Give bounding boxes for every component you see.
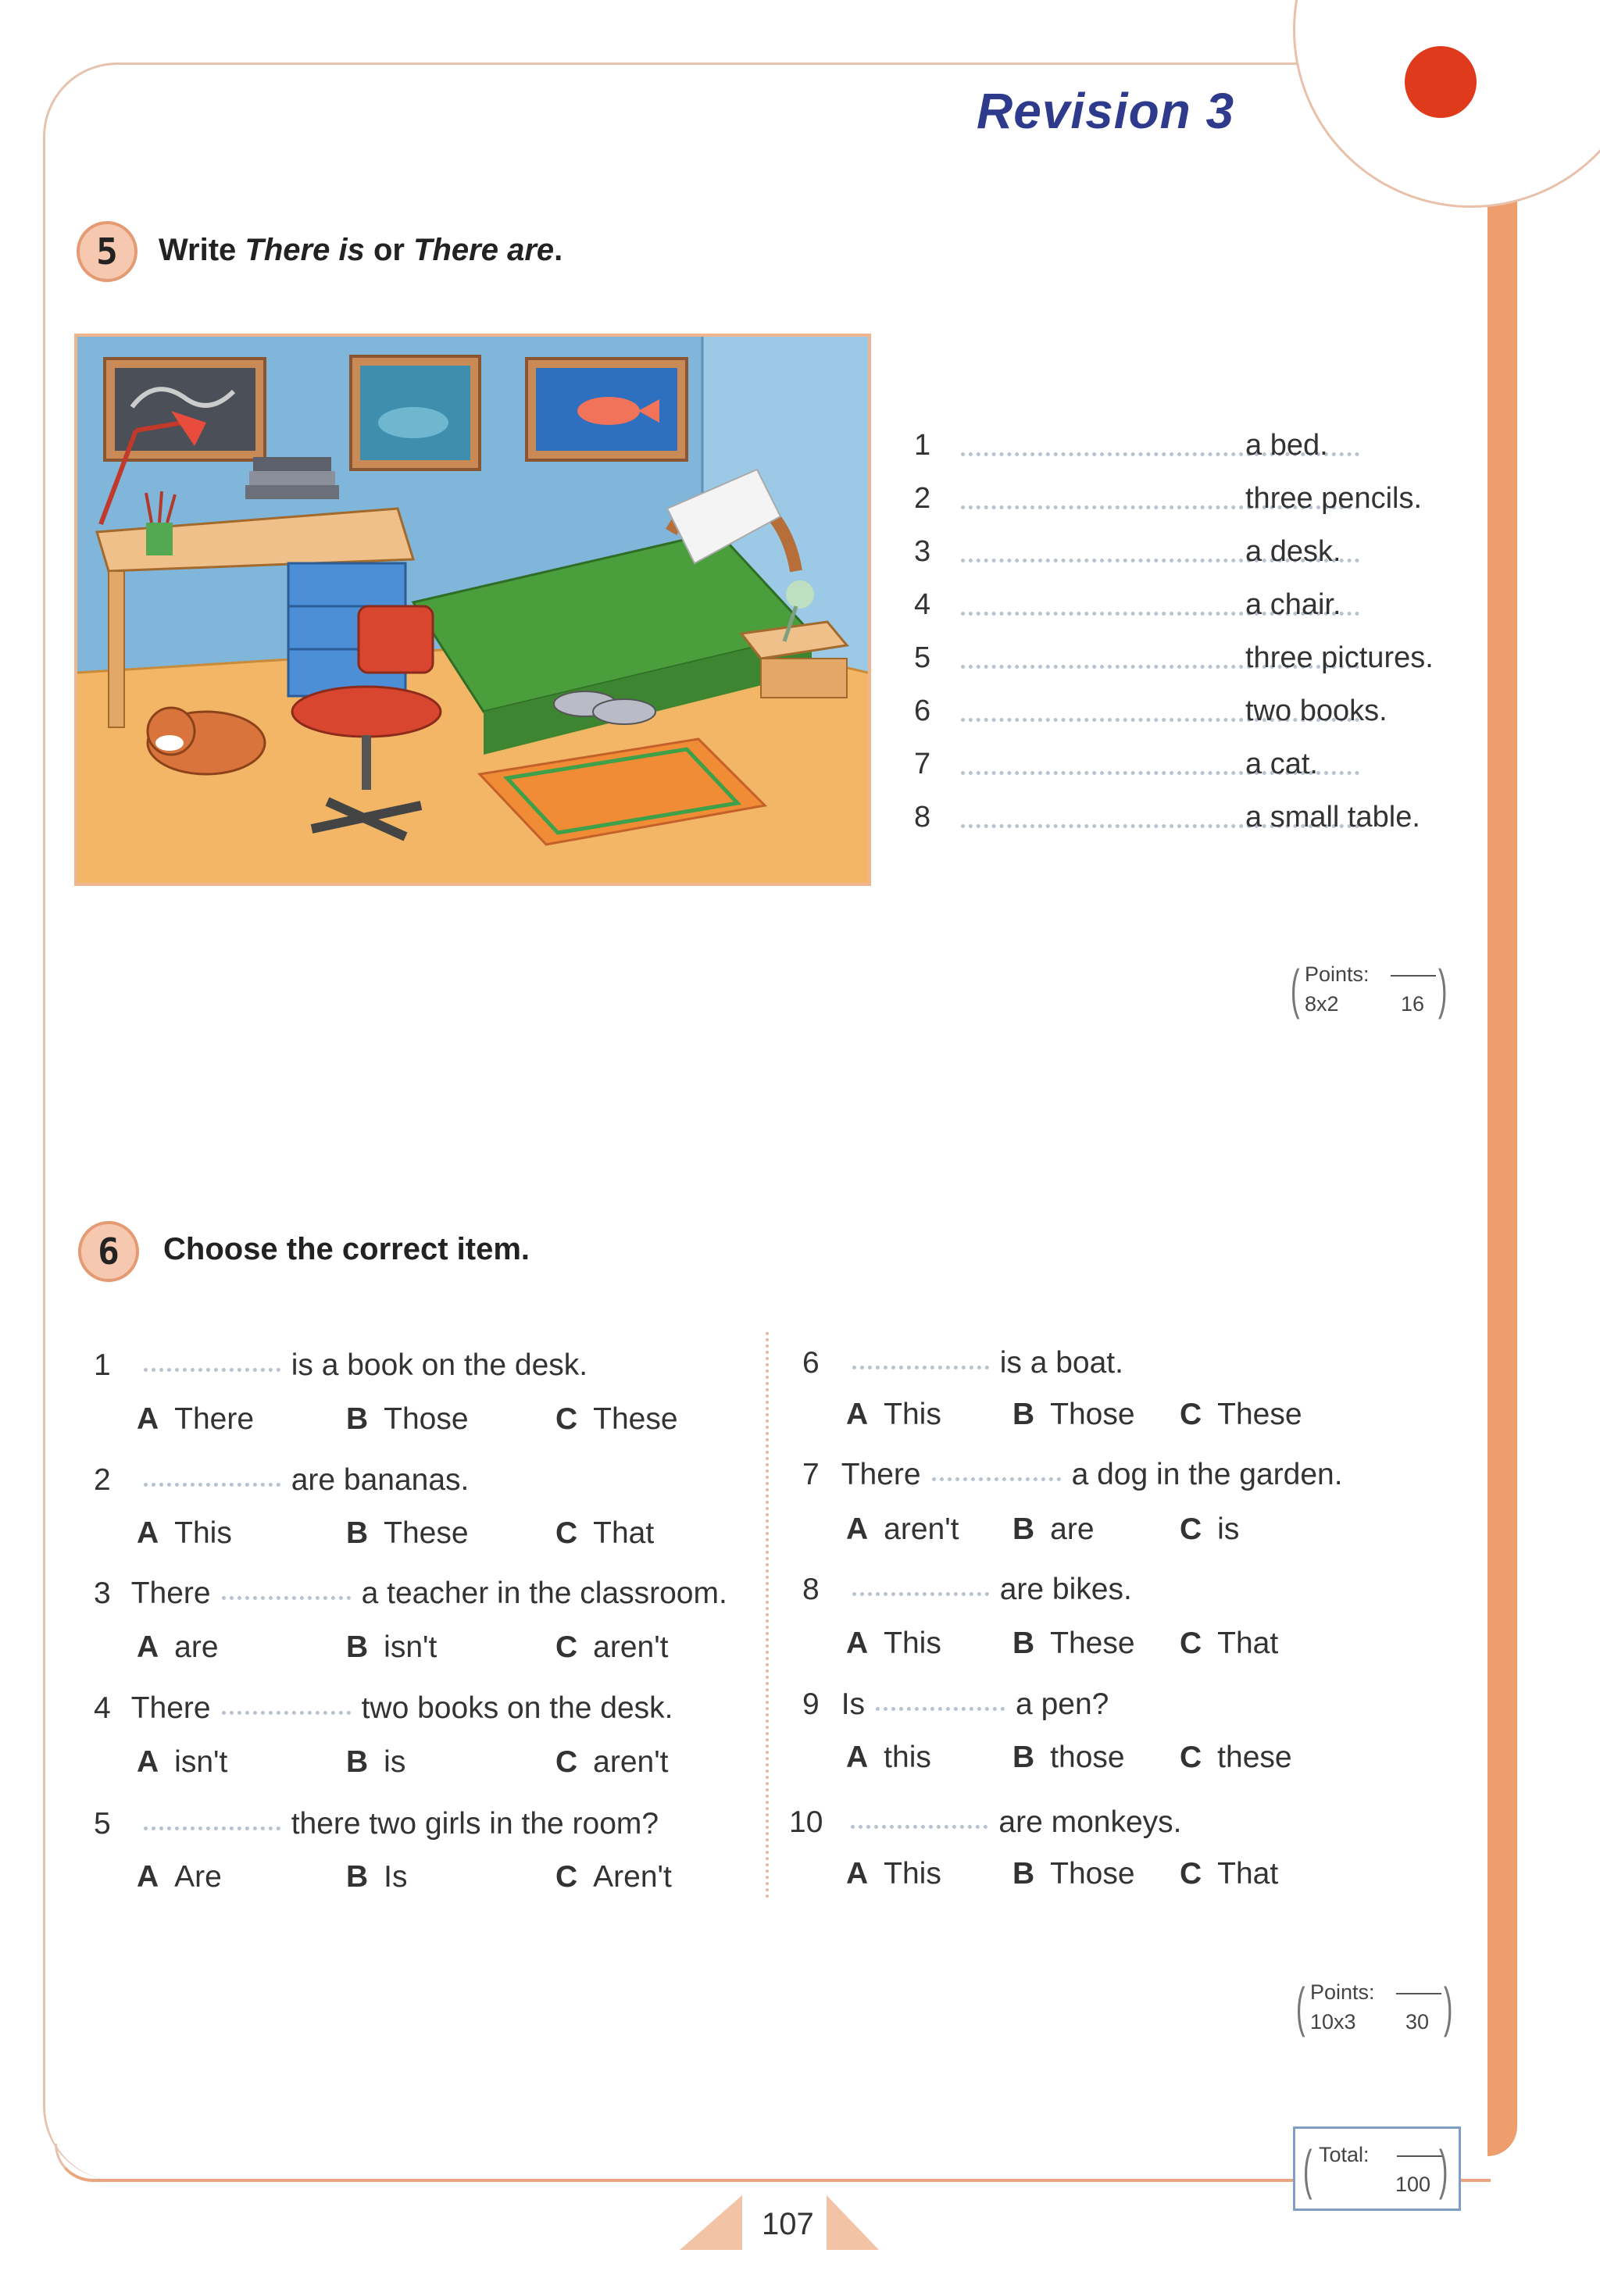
points-total: 16 bbox=[1401, 992, 1425, 1016]
ex5-item-5 bbox=[914, 641, 1461, 680]
item-number: 2 bbox=[914, 482, 931, 515]
option-text: That bbox=[1217, 1626, 1279, 1660]
ex6-q8-option-a[interactable] bbox=[846, 1626, 941, 1661]
ex6-q5-option-b[interactable] bbox=[346, 1860, 408, 1894]
ex5-item-8 bbox=[914, 801, 1461, 840]
question-number: 2 bbox=[94, 1463, 111, 1497]
ex6-q7-option-b[interactable] bbox=[1012, 1512, 1095, 1547]
ex6-q10-option-b[interactable] bbox=[1012, 1857, 1135, 1891]
option-letter: C bbox=[1180, 1512, 1202, 1546]
ex6-q3-option-a[interactable] bbox=[137, 1630, 219, 1665]
ex6-q4-option-b[interactable] bbox=[346, 1745, 405, 1780]
question-number: 4 bbox=[94, 1691, 111, 1725]
answer-blank[interactable] bbox=[852, 1366, 989, 1369]
answer-blank[interactable] bbox=[144, 1826, 280, 1830]
item-number: 3 bbox=[914, 535, 931, 568]
option-letter: B bbox=[346, 1402, 369, 1436]
question-number: 1 bbox=[94, 1348, 111, 1382]
option-letter: B bbox=[1012, 1857, 1035, 1891]
question-text: a dog in the garden. bbox=[1071, 1458, 1343, 1491]
item-text: a small table. bbox=[1245, 801, 1420, 834]
question-before: There bbox=[130, 1691, 211, 1725]
question-text: is a boat. bbox=[999, 1346, 1123, 1380]
answer-blank[interactable] bbox=[144, 1368, 280, 1372]
ex6-question-2 bbox=[94, 1463, 469, 1498]
ex5-points-box bbox=[1289, 959, 1461, 1025]
ex6-q4-option-a[interactable] bbox=[137, 1745, 227, 1780]
page-number: 107 bbox=[762, 2207, 814, 2241]
option-text: is bbox=[384, 1745, 406, 1779]
option-letter: C bbox=[555, 1516, 578, 1550]
option-text: this bbox=[884, 1741, 931, 1774]
question-text: are bananas. bbox=[291, 1463, 470, 1497]
option-letter: C bbox=[555, 1630, 578, 1664]
ex6-q9-option-a[interactable] bbox=[846, 1741, 931, 1775]
instruction-there-is: There is bbox=[245, 233, 365, 267]
ex6-q1-option-c[interactable] bbox=[555, 1402, 678, 1437]
option-letter: C bbox=[1180, 1398, 1202, 1431]
item-text: a desk. bbox=[1245, 535, 1341, 568]
answer-blank[interactable] bbox=[144, 1483, 280, 1487]
ex5-item-7 bbox=[914, 748, 1461, 787]
red-dot-icon bbox=[1405, 46, 1477, 118]
ex6-q7-option-c[interactable] bbox=[1180, 1512, 1239, 1547]
ex6-q9-option-c[interactable] bbox=[1180, 1741, 1292, 1775]
option-text: those bbox=[1050, 1741, 1125, 1774]
option-letter: B bbox=[346, 1630, 369, 1664]
option-letter: B bbox=[346, 1860, 369, 1894]
ex6-q6-option-a[interactable] bbox=[846, 1398, 941, 1432]
column-divider bbox=[766, 1332, 769, 1898]
option-text: This bbox=[884, 1398, 941, 1431]
paren-left: ( bbox=[1302, 2139, 1312, 2200]
option-text: these bbox=[1217, 1741, 1292, 1774]
question-number: 6 bbox=[802, 1346, 820, 1380]
ex5-item-4 bbox=[914, 588, 1461, 627]
answer-blank[interactable] bbox=[222, 1711, 351, 1715]
item-text: three pencils. bbox=[1245, 482, 1423, 515]
item-text: a bed. bbox=[1245, 429, 1328, 462]
ex6-question-3 bbox=[94, 1576, 727, 1611]
exercise-5-number: 5 bbox=[77, 221, 138, 282]
item-number: 4 bbox=[914, 588, 931, 621]
option-letter: C bbox=[1180, 1741, 1202, 1774]
option-letter: A bbox=[137, 1745, 159, 1779]
question-number: 7 bbox=[802, 1458, 820, 1491]
points-total: 30 bbox=[1405, 2010, 1430, 2034]
question-text: two books on the desk. bbox=[361, 1691, 673, 1725]
exercise-5-instruction bbox=[159, 233, 562, 268]
option-letter: A bbox=[137, 1630, 159, 1664]
paren-right: ) bbox=[1438, 959, 1448, 1019]
option-letter: A bbox=[846, 1626, 869, 1660]
ex6-question-1 bbox=[94, 1348, 588, 1383]
option-text: Those bbox=[384, 1402, 469, 1436]
paren-right: ) bbox=[1438, 2139, 1448, 2200]
question-text: is a book on the desk. bbox=[291, 1348, 588, 1382]
bedroom-scene-image bbox=[77, 337, 868, 883]
item-text: three pictures. bbox=[1245, 641, 1434, 674]
option-text: This bbox=[884, 1626, 941, 1660]
item-number: 5 bbox=[914, 641, 931, 674]
ex5-item-1 bbox=[914, 429, 1461, 468]
item-number: 1 bbox=[914, 429, 931, 462]
option-text: aren't bbox=[593, 1630, 669, 1664]
option-letter: A bbox=[846, 1741, 869, 1774]
ex6-q6-option-c[interactable] bbox=[1180, 1398, 1302, 1432]
ex6-q9-option-b[interactable] bbox=[1012, 1741, 1125, 1775]
fraction-bar bbox=[1391, 975, 1436, 977]
answer-blank[interactable] bbox=[851, 1825, 988, 1829]
instruction-there-are: There are bbox=[413, 233, 555, 267]
question-number: 5 bbox=[94, 1807, 111, 1841]
ex6-q10-option-c[interactable] bbox=[1180, 1857, 1278, 1891]
option-text: These bbox=[1050, 1626, 1135, 1660]
option-text: are bbox=[1050, 1512, 1095, 1546]
option-text: aren't bbox=[593, 1745, 669, 1779]
item-text: a cat. bbox=[1245, 748, 1318, 780]
question-number: 9 bbox=[802, 1687, 820, 1721]
points-label: Points: bbox=[1310, 1980, 1375, 2004]
question-before: There bbox=[130, 1576, 211, 1610]
instruction-or: or bbox=[373, 233, 405, 267]
ex6-question-9 bbox=[802, 1687, 1109, 1722]
question-before: There bbox=[841, 1458, 921, 1491]
option-text: isn't bbox=[384, 1630, 438, 1664]
ex6-question-7 bbox=[802, 1458, 1343, 1492]
item-number: 8 bbox=[914, 801, 931, 834]
ex6-q6-option-b[interactable] bbox=[1012, 1398, 1135, 1432]
option-text: These bbox=[1217, 1398, 1302, 1431]
exercise-6-number: 6 bbox=[78, 1221, 139, 1282]
ex6-q5-option-a[interactable] bbox=[137, 1860, 222, 1894]
ex6-points-box bbox=[1295, 1976, 1466, 2043]
ex6-question-5 bbox=[94, 1807, 659, 1841]
option-text: These bbox=[593, 1402, 678, 1436]
question-text: a teacher in the classroom. bbox=[361, 1576, 727, 1610]
ex6-q8-option-b[interactable] bbox=[1012, 1626, 1135, 1661]
points-calc: 10x3 bbox=[1310, 2010, 1356, 2034]
ex6-q5-option-c[interactable] bbox=[555, 1860, 672, 1894]
ex6-q2-option-c[interactable] bbox=[555, 1516, 654, 1551]
ex6-question-8 bbox=[802, 1573, 1132, 1607]
option-letter: A bbox=[846, 1512, 869, 1546]
answer-blank[interactable] bbox=[852, 1592, 989, 1596]
question-text: a pen? bbox=[1016, 1687, 1109, 1721]
question-number: 10 bbox=[789, 1805, 823, 1839]
ex6-q8-option-c[interactable] bbox=[1180, 1626, 1278, 1661]
option-letter: B bbox=[1012, 1512, 1035, 1546]
option-letter: B bbox=[1012, 1741, 1035, 1774]
option-text: Those bbox=[1050, 1398, 1135, 1431]
total-points bbox=[1302, 2139, 1455, 2205]
option-text: is bbox=[1217, 1512, 1240, 1546]
question-text: are bikes. bbox=[999, 1573, 1132, 1606]
item-number: 6 bbox=[914, 695, 931, 727]
paren-right: ) bbox=[1443, 1976, 1453, 2037]
points-label: Points: bbox=[1305, 962, 1370, 986]
option-text: That bbox=[1217, 1857, 1279, 1891]
answer-blank[interactable] bbox=[932, 1477, 1061, 1481]
option-text: Those bbox=[1050, 1857, 1135, 1891]
option-text: are bbox=[174, 1630, 219, 1664]
option-text: isn't bbox=[174, 1745, 228, 1779]
exercise-6-instruction: Choose the correct item. bbox=[163, 1232, 530, 1266]
page-title: Revision 3 bbox=[977, 83, 1235, 139]
ex5-item-6 bbox=[914, 695, 1461, 734]
fraction-bar bbox=[1396, 1993, 1441, 1994]
option-text: aren't bbox=[884, 1512, 959, 1546]
answer-blank[interactable] bbox=[222, 1596, 351, 1600]
points-calc: 8x2 bbox=[1305, 992, 1339, 1016]
paren-left: ( bbox=[1290, 959, 1300, 1019]
option-text: That bbox=[593, 1516, 655, 1550]
option-text: This bbox=[174, 1516, 232, 1550]
total-box bbox=[1293, 2126, 1461, 2211]
bedroom-illustration bbox=[74, 334, 871, 886]
option-text: Is bbox=[384, 1860, 408, 1894]
ex5-item-2 bbox=[914, 482, 1461, 521]
ex6-q10-option-a[interactable] bbox=[846, 1857, 941, 1891]
ex6-q1-option-a[interactable] bbox=[137, 1402, 254, 1437]
total-value: 100 bbox=[1395, 2173, 1431, 2196]
option-letter: B bbox=[1012, 1398, 1035, 1431]
option-text: Are bbox=[174, 1860, 222, 1894]
option-letter: A bbox=[137, 1516, 159, 1550]
option-text: Aren't bbox=[593, 1860, 672, 1894]
option-letter: C bbox=[1180, 1626, 1202, 1660]
ex6-q2-option-b[interactable] bbox=[346, 1516, 469, 1551]
question-text: there two girls in the room? bbox=[291, 1807, 659, 1841]
orange-side-bar bbox=[1488, 187, 1517, 2156]
total-label: Total: bbox=[1319, 2143, 1370, 2166]
page-frame-bottom bbox=[55, 2144, 1491, 2182]
answer-blank[interactable] bbox=[876, 1707, 1005, 1711]
ex5-item-3 bbox=[914, 535, 1461, 574]
question-before: Is bbox=[841, 1687, 866, 1721]
option-letter: C bbox=[555, 1402, 578, 1436]
item-number: 7 bbox=[914, 748, 931, 780]
option-letter: B bbox=[346, 1745, 369, 1779]
option-letter: A bbox=[137, 1402, 159, 1436]
option-text: These bbox=[384, 1516, 469, 1550]
ex6-question-10 bbox=[789, 1805, 1182, 1840]
fraction-bar bbox=[1397, 2155, 1442, 2157]
paren-left: ( bbox=[1295, 1976, 1305, 2037]
ex6-q1-option-b[interactable] bbox=[346, 1402, 469, 1437]
ex6-question-6 bbox=[802, 1346, 1123, 1380]
item-text: a chair. bbox=[1245, 588, 1341, 621]
instruction-period: . bbox=[554, 233, 563, 267]
option-letter: C bbox=[1180, 1857, 1202, 1891]
option-letter: B bbox=[1012, 1626, 1035, 1660]
option-text: This bbox=[884, 1857, 941, 1891]
option-letter: C bbox=[555, 1860, 578, 1894]
question-number: 3 bbox=[94, 1576, 111, 1610]
ex6-q3-option-b[interactable] bbox=[346, 1630, 437, 1665]
instruction-word-write: Write bbox=[159, 233, 237, 267]
option-letter: B bbox=[346, 1516, 369, 1550]
option-letter: A bbox=[846, 1857, 869, 1891]
ex6-q2-option-a[interactable] bbox=[137, 1516, 232, 1551]
ex6-q4-option-c[interactable] bbox=[555, 1745, 669, 1780]
ex6-question-4 bbox=[94, 1691, 673, 1726]
ex6-q3-option-c[interactable] bbox=[555, 1630, 669, 1665]
item-text: two books. bbox=[1245, 695, 1388, 727]
option-text: There bbox=[174, 1402, 255, 1436]
option-letter: A bbox=[846, 1398, 869, 1431]
option-letter: C bbox=[555, 1745, 578, 1779]
ex6-q7-option-a[interactable] bbox=[846, 1512, 959, 1547]
option-letter: A bbox=[137, 1860, 159, 1894]
question-text: are monkeys. bbox=[998, 1805, 1182, 1839]
question-number: 8 bbox=[802, 1573, 820, 1606]
